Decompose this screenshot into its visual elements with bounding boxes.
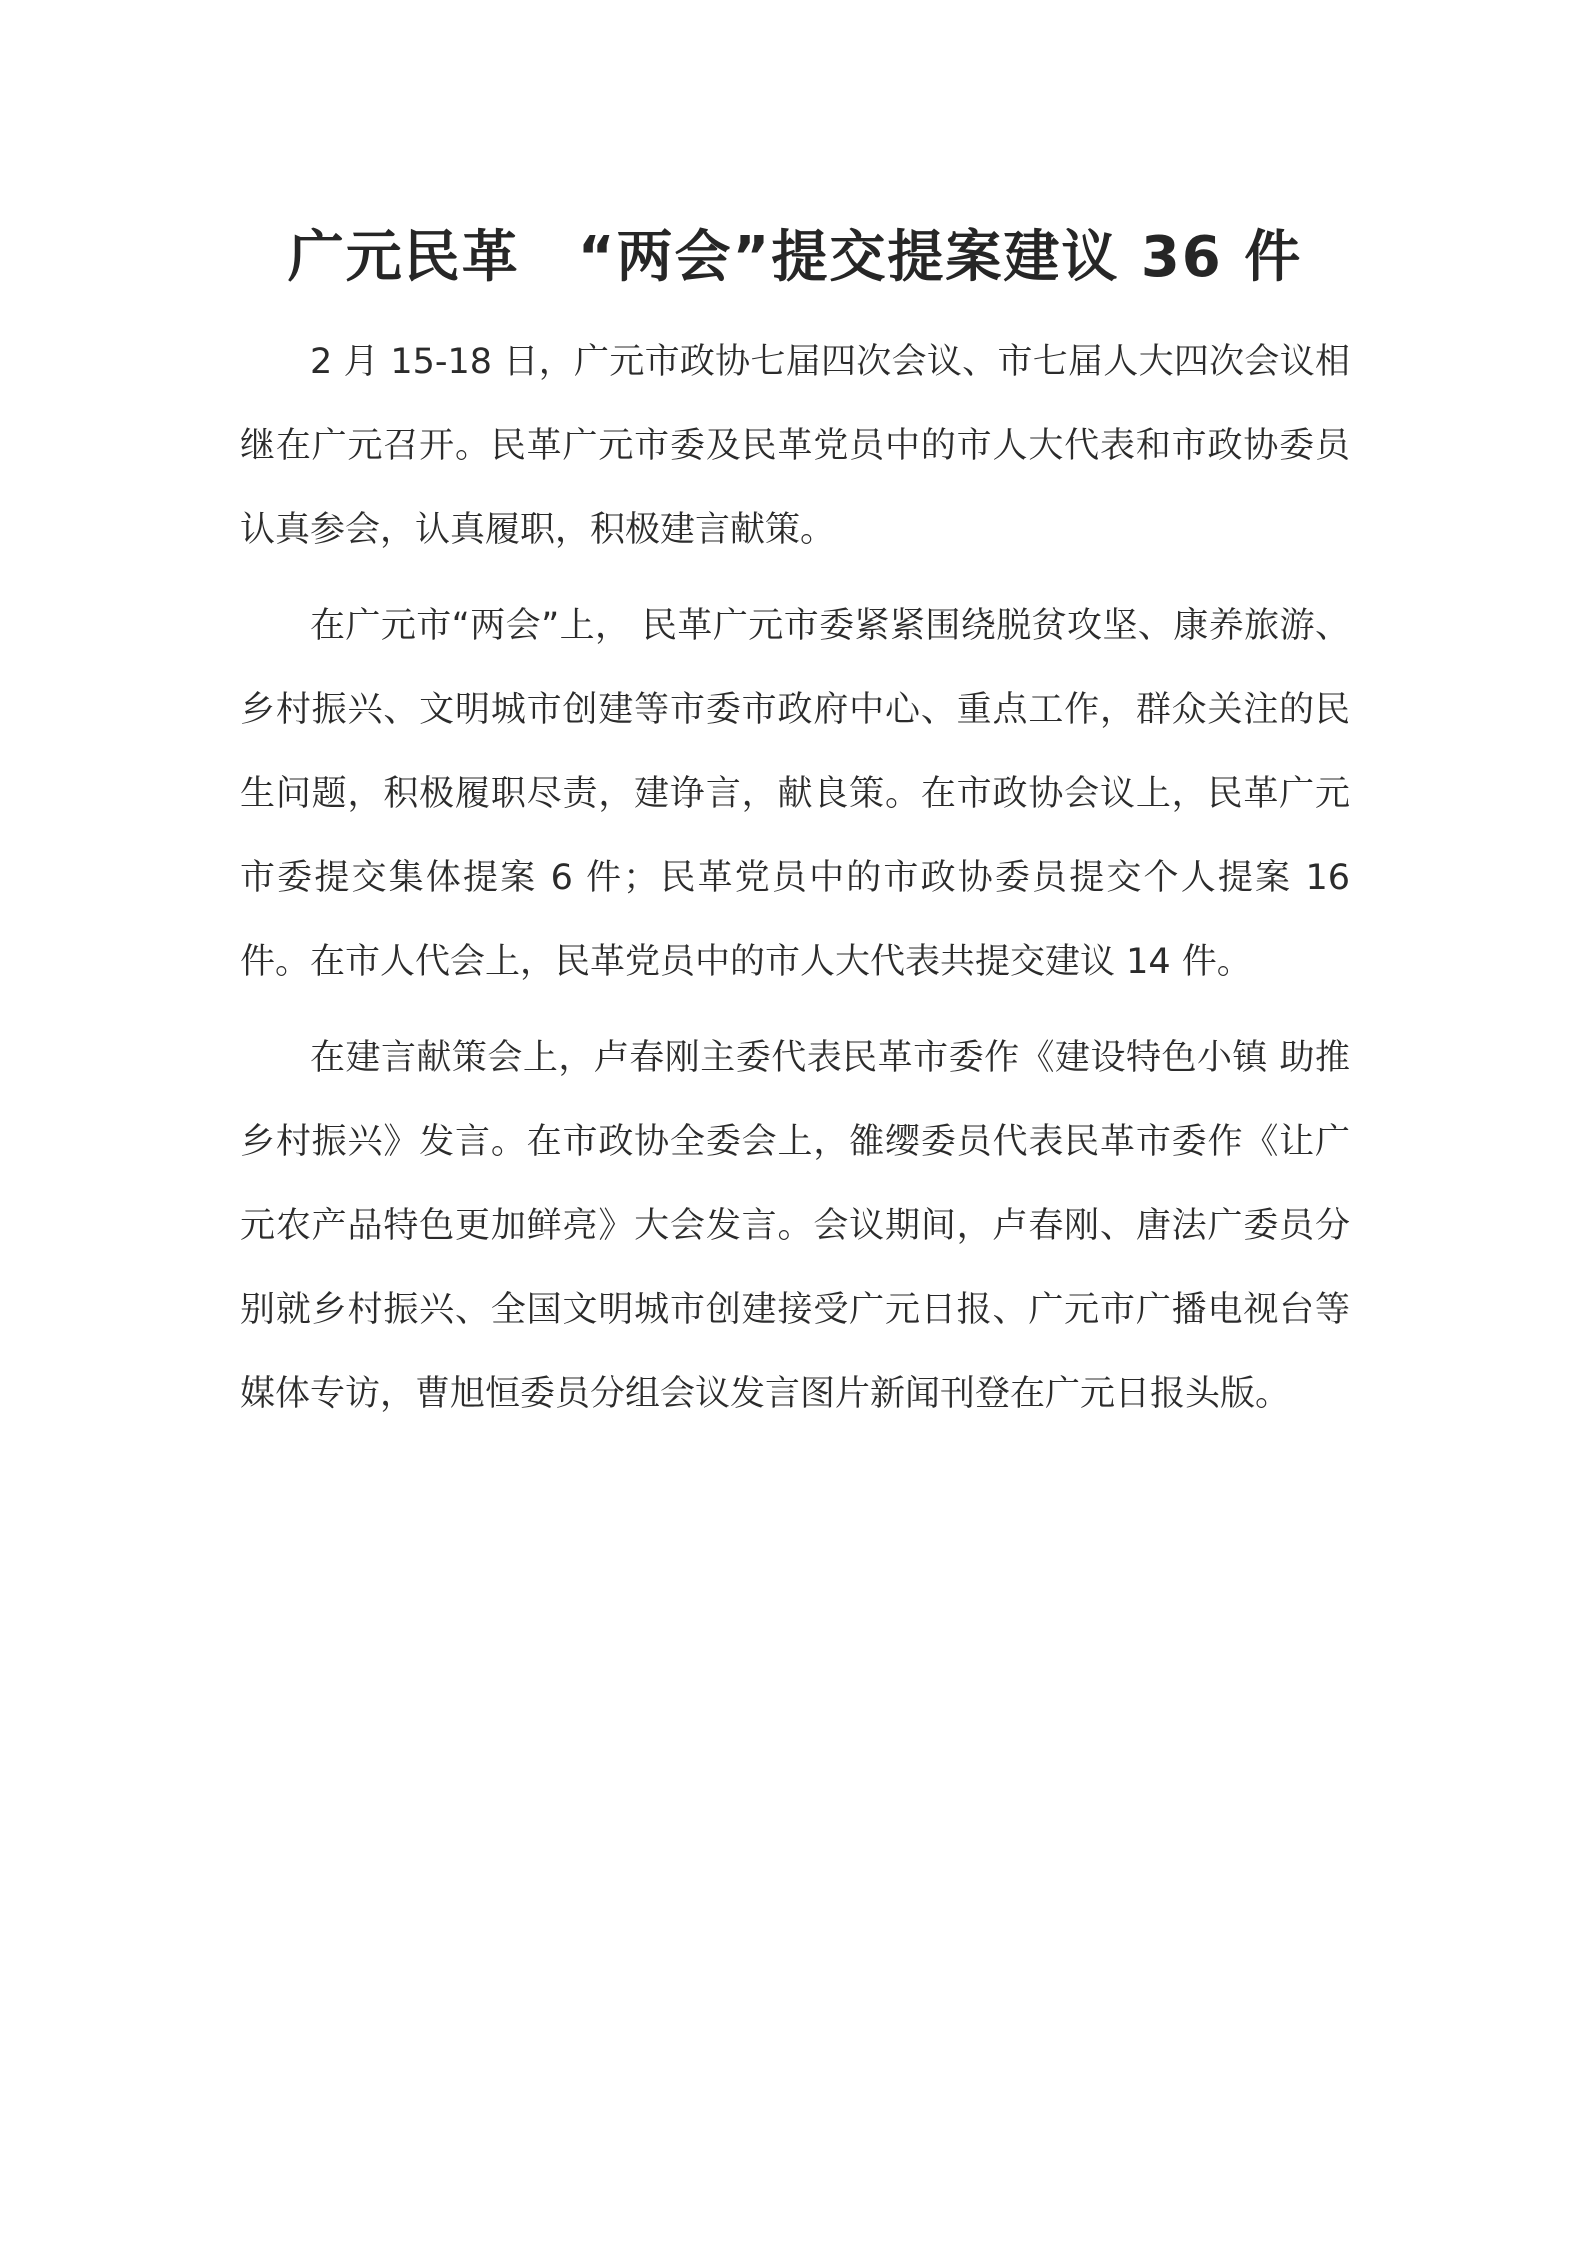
paragraph-3: 在建言献策会上，卢春刚主委代表民革市委作《建设特色小镇 助推乡村振兴》发言。在市政协全委会上，雒缨委员代表民革市委作《让广元农产品特色更加鲜亮》大会发言。会议期间，卢春刚、唐法广委员分别就乡村振兴、全国文明城市创建接受广元日报、广元市广播电视台等媒体专访，曹旭恒委员分组会议发言图片新闻刊登在广元日报头版。 [240, 1038, 1350, 1414]
paragraph-2: 在广元市“两会”上， 民革广元市委紧紧围绕脱贫攻坚、康养旅游、乡村振兴、文明城市创建等市委市政府中心、重点工作，群众关注的民生问题，积极履职尽责，建诤言，献良策。在市政协会议上，民革广元市委提交集体提案 6 件；民革党员中的市政协委员提交个人提案 16 件。在市人代会上，民革党员中的市人大代表共提交建议 14 件。 [240, 606, 1350, 982]
paragraph-1: 2 月 15-18 日，广元市政协七届四次会议、市七届人大四次会议相继在广元召开。民革广元市委及民革党员中的市人大代表和市政协委员认真参会，认真履职，积极建言献策。 [240, 342, 1350, 550]
document-title: 广元民革 “两会”提交提案建议 36 件 [287, 225, 1303, 290]
document-body [240, 320, 1350, 1448]
